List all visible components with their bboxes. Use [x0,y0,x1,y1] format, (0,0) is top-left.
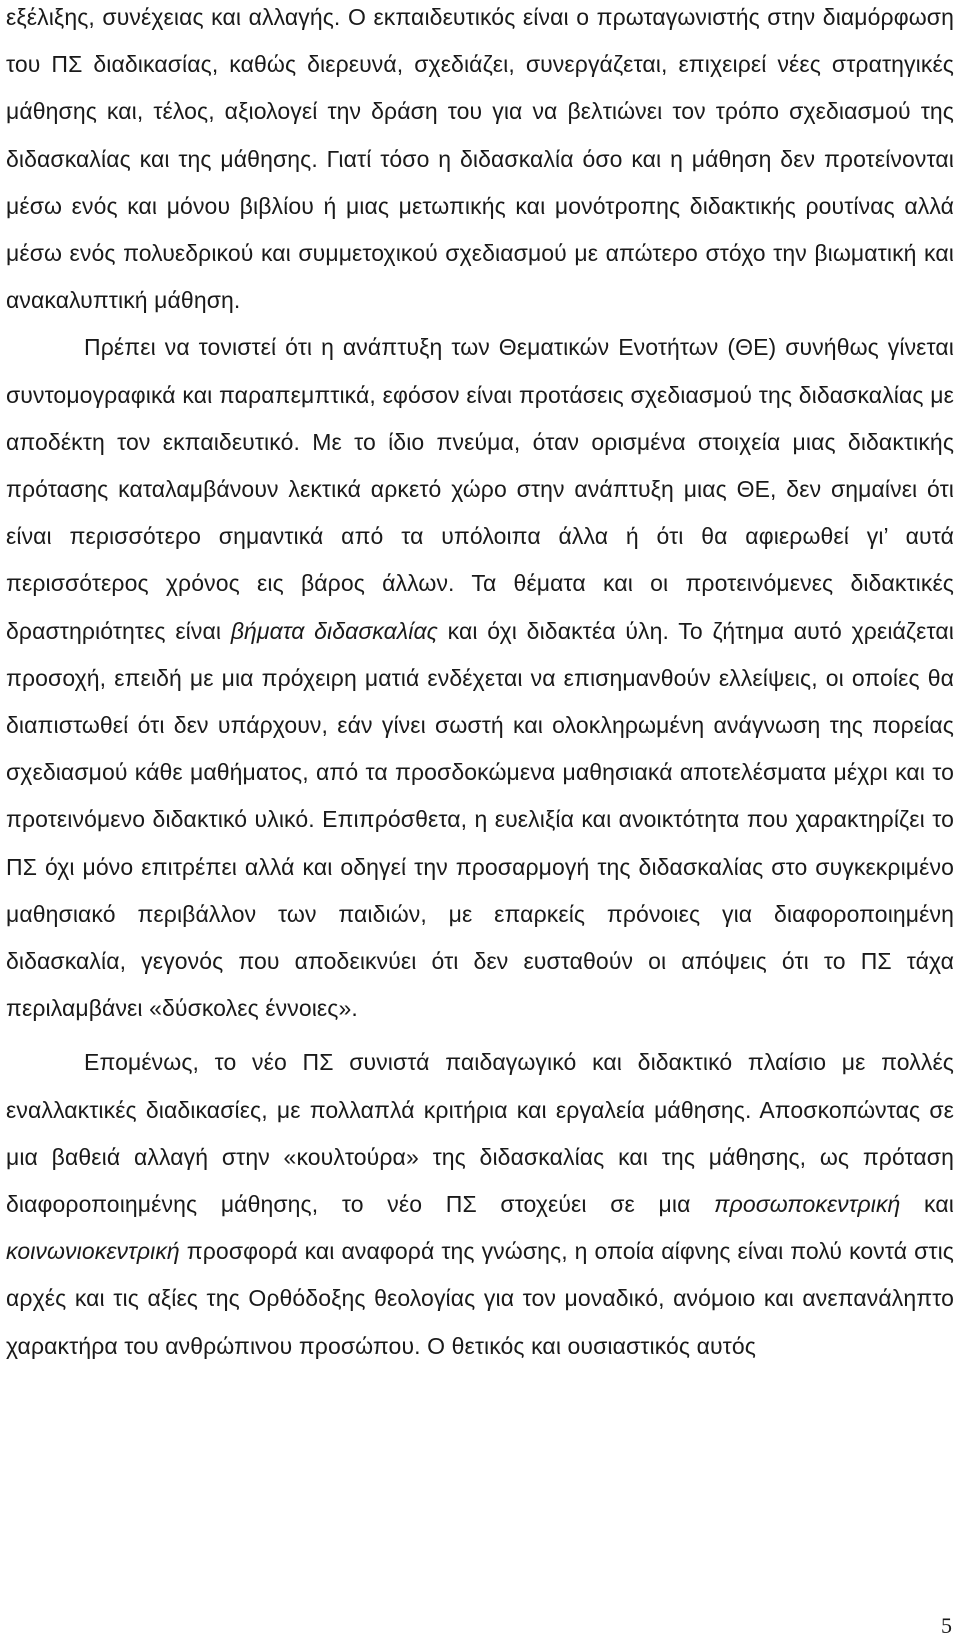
document-page [6,0,954,1370]
paragraph-3-text-b: και [900,1191,954,1218]
paragraph-3 [6,1039,954,1369]
paragraph-2-emphasis: βήματα διδασκαλίας [230,617,438,644]
page-number: 5 [941,1613,952,1638]
paragraph-2-text-a: Πρέπει να τονιστεί ότι η ανάπτυξη των Θεματικών Ενοτήτων (ΘΕ) συνήθως γίνεται συντομογραφικά και παραπεμπτικά, εφόσον είναι προτάσεις σχεδιασμού της διδασκαλίας με αποδέκτη τον εκπαιδευτικό. Με το ίδιο πνεύμα, όταν ορισμένα στοιχεία μιας διδακτικής πρότασης καταλαμβάνουν λεκτικά αρκετό χώρο στην ανάπτυξη μιας ΘΕ, δεν σημαίνει ότι είναι περισσότερο σημαντικά από τα υπόλοιπα άλλα ή ότι θα αφιερωθεί γι’ αυτά περισσότερος χρόνος εις βάρος άλλων. Τα θέματα και οι προτεινόμενες διδακτικές δραστηριότητες είναι [6,334,954,644]
paragraph-3-text-c: προσφορά και αναφορά της γνώσης, η οποία αίφνης είναι πολύ κοντά στις αρχές και τις αξίες της Ορθόδοξης θεολογίας για τον μοναδικό, ανόμοιο και ανεπανάληπτο χαρακτήρα του ανθρώπινου προσώπου. Ο θετικός και ουσιαστικός αυτός [6,1238,954,1359]
paragraph-3-text-a: Επομένως, το νέο ΠΣ συνιστά παιδαγωγικό και διδακτικό πλαίσιο με πολλές εναλλακτικές διαδικασίες, με πολλαπλά κριτήρια και εργαλεία μάθησης. Αποσκοπώντας σε μια βαθειά αλλαγή στην «κουλτούρα» της διδασκαλίας και της μάθησης, ως πρόταση διαφοροποιημένης μάθησης, το νέο ΠΣ στοχεύει σε μια [6,1049,954,1218]
paragraph-3-emphasis-1: προσωποκεντρική [714,1191,901,1218]
paragraph-3-emphasis-2: κοινωνιοκεντρική [6,1238,180,1265]
paragraph-1 [6,0,954,324]
paragraph-1-text: εξέλιξης, συνέχειας και αλλαγής. Ο εκπαιδευτικός είναι ο πρωταγωνιστής στην διαμόρφωση του ΠΣ διαδικασίας, καθώς διερευνά, σχεδιάζει, συνεργάζεται, επιχειρεί νέες στρατηγικές μάθησης και, τέλος, αξιολογεί την δράση του για να βελτιώνει τον τρόπο σχεδιασμού της διδασκαλίας και της μάθησης. Γιατί τόσο η διδασκαλία όσο και η μάθηση δεν προτείνονται μέσω ενός και μόνου βιβλίου ή μιας μετωπικής και μονότροπης διδακτικής ρουτίνας αλλά μέσω ενός πολυεδρικού και συμμετοχικού σχεδιασμού με απώτερο στόχο την βιωματική και ανακαλυπτική μάθηση. [6,4,954,314]
paragraph-2-text-b: και όχι διδακτέα ύλη. Το ζήτημα αυτό χρειάζεται προσοχή, επειδή με μια πρόχειρη ματιά ενδέχεται να επισημανθούν ελλείψεις, οι οποίες θα διαπιστωθεί ότι δεν υπάρχουν, εάν γίνει σωστή και ολοκληρωμένη ανάγνωση της πορείας σχεδιασμού κάθε μαθήματος, από τα προσδοκώμενα μαθησιακά αποτελέσματα μέχρι και το προτεινόμενο διδακτικό υλικό. Επιπρόσθετα, η ευελιξία και ανοικτότητα που χαρακτηρίζει το ΠΣ όχι μόνο επιτρέπει αλλά και οδηγεί την προσαρμογή της διδασκαλίας στο συγκεκριμένο μαθησιακό περιβάλλον των παιδιών, με επαρκείς πρόνοιες για διαφοροποιημένη διδασκαλία, γεγονός που αποδεικνύει ότι δεν ευσταθούν οι απόψεις ότι το ΠΣ τάχα περιλαμβάνει «δύσκολες έννοιες». [6,617,954,1022]
paragraph-2 [6,324,954,1032]
